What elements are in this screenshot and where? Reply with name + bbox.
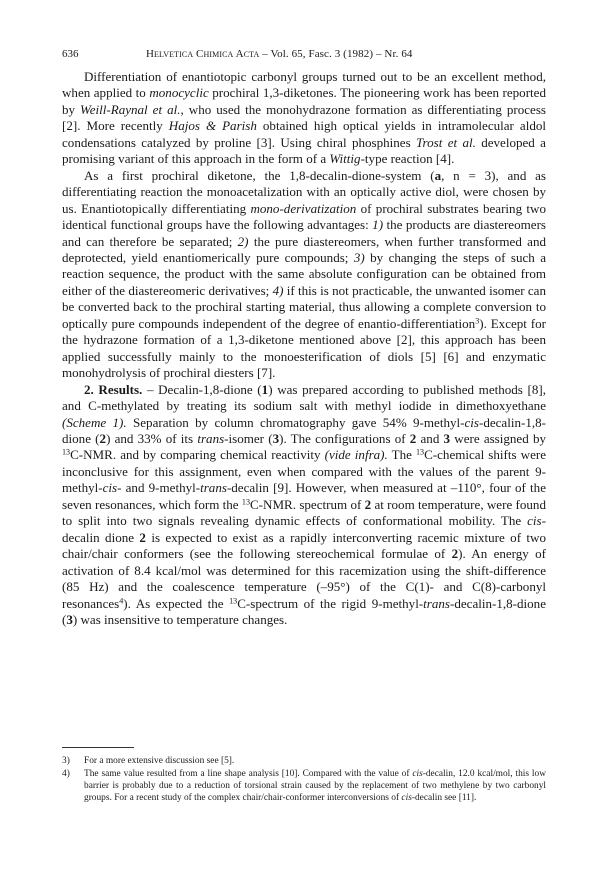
footnote-ref-3[interactable]: 3 [475, 316, 480, 326]
running-header [62, 48, 546, 64]
footnote-ref-4[interactable]: 4 [119, 596, 124, 606]
paragraph-results: 2. Results. – Decalin-1,8-dione (1) was prepared according to published methods [8], and C-methylated by treating its sodium salt with methyl iodide in dimethoxyethane (Scheme 1). Separation by column chromatography gave 54% 9-methyl-cis-decalin-1,8-dione (2) and 33% of its trans-isomer (3). The configurations of 2 and 3 were assigned by $^{13}$C-NMR. and by comparing chemical reactivity (vide infra). The $^{13}$C-chemical shifts were inconclusive for this assignment, even when compared with the values of the parent 9-methyl-cis- and 9-methyl-trans-decalin [9]. However, when measured at –110°, four of the seven resonances, which form the $^{13}$C-NMR. spectrum of 2 at room temperature, were found to split into two signals revealing dynamic effects of conformational mobility. The cis-decalin dione 2 is expected to exist as a rapidly interconverting racemic mixture of two chair/chair conformers (see the following stereochemical formulae of 2). An energy of activation of 8.4 kcal/mol was determined for this racemization using the shift-difference (85 Hz) and the coalescence temperature (–95°) of the C(1)- and C(8)-carbonyl resonances$^4$). As expected the $^{13}$C-spectrum of the rigid 9-methyl-trans-decalin-1,8-dione (3) was insensitive to temperature changes. [62, 381, 547, 627]
footnotes [62, 755, 546, 805]
footnote-marker: 4) [62, 769, 70, 780]
footnote-3: 3) For a more extensive discussion see [5]. [62, 756, 235, 766]
section-heading-results: 2. Results. [84, 381, 143, 397]
footnote-4: 4) The same value resulted from a line shape analysis [10]. Compared with the value of cis-decalin, 12.0 kcal/mol, this low barrier is probably due to a reduction of torsional strain caused by the replacement of two methylene by two carbonyl groups. For a recent study of the complex chair/chair-conformer interconversions of cis-decalin see [11]. [62, 769, 546, 804]
journal-name: Helvetica Chimica Acta [146, 48, 260, 60]
journal-volume-info: – Vol. 65, Fasc. 3 (1982) – Nr. 64 [259, 48, 413, 60]
journal-running-title [146, 48, 413, 60]
main-text [62, 69, 546, 628]
page-number: 636 [62, 48, 79, 60]
footnote-separator [62, 747, 134, 748]
footnote-marker: 3) [62, 756, 70, 766]
paragraph-introduction: Differentiation of enantiotopic carbonyl groups turned out to be an excellent method, when applied to monocyclic prochiral 1,3-diketones. The pioneering work has been reported by Weill-Raynal et al., who used the monohydrazone formation as differentiating process [2]. More recently Hajos & Parish obtained high optical yields in intramolecular aldol condensations catalyzed by proline [3]. Using chiral phosphines Trost et al. developed a promising variant of this approach in the form of a Wittig-type reaction [4]. [62, 69, 546, 167]
paragraph-strategy: As a first prochiral diketone, the 1,8-decalin-dione-system (a, n = 3), and as differentiating reaction the monoacetalization with an optically active diol, were chosen by us. Enantiotopically differentiating mono-derivatization of prochiral substrates bearing two identical functional groups have the following advantages: 1) the products are diastereomers and can therefore be separated; 2) the pure diastereomers, when further transformed and deprotected, yield enantiomerically pure compounds; 3) by changing the steps of such a reaction sequence, the product with the same absolute configuration can be obtained from either of the diastereomeric derivatives; 4) if this is not practicable, the unwanted isomer can be converted back to the prochiral starting material, thus allowing a complete conversion to optically pure compounds independent of the degree of enantio-differentiation$^3$). Except for the hydrazone formation of a 1,3-diketone mentioned above [2], this approach has been applied successfully mainly to the monoesterification of diols [5] [6] and enzymatic monohydrolysis of prochiral diesters [7]. [62, 167, 547, 381]
